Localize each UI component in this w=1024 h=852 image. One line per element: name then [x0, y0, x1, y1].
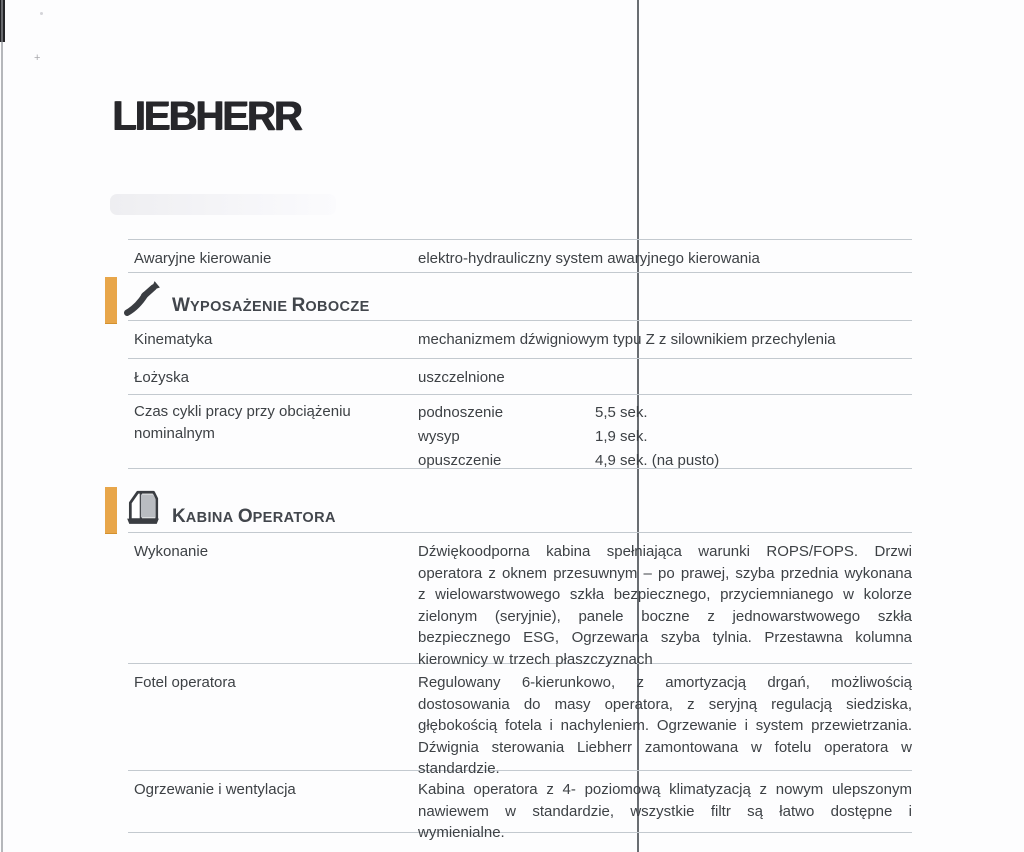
cycle-name: opuszczenie: [418, 452, 502, 469]
table-row-kinematyka: [128, 320, 912, 358]
table-row-lozyska: [128, 358, 912, 394]
table-row-ogrzewanie: [128, 770, 912, 841]
row-label: Awaryjne kierowanie: [134, 250, 272, 267]
scan-edge-line: [1, 0, 3, 852]
row-value-subtable: [418, 395, 912, 468]
row-value: Dźwiękoodporna kabina spełniająca warunki ROPS/FOPS. Drzwi operatora z oknem przesuwnym – po prawej, szyba przednia wykonana z wielowarstwowego szkła bezpiecznego, przyciemnianego w kolorze zielonym (seryjnie), panele boczne z jednowarstwowego szkła bezpiecznego ESG, Ogrzewana szyba tylnia. Przestawna kolumna kierownicy w trzech płaszczyznach: [418, 543, 912, 668]
cab-icon: [124, 488, 162, 526]
row-value: Regulowany 6-kierunkowo, z amortyzacją drgań, możliwością dostosowania do masy operatora, z seryjną regulacją siedziska, głębokością fotela i nachyleniem. Ogrzewanie i system przewietrzania. Dźwignia sterowania Liebherr zamontowana w fotelu operatora w standardzie.: [418, 674, 912, 777]
row-label: Łożyska: [134, 369, 190, 386]
section-title: KABINA OPERATORA: [172, 506, 336, 527]
table-row-fotel: [128, 663, 912, 777]
row-value: mechanizmem dźwigniowym typu Z z silownikiem przechylenia: [418, 331, 836, 348]
accent-bar: [105, 277, 117, 323]
cycle-name: wysyp: [418, 428, 460, 445]
scan-speck: [40, 12, 43, 15]
row-value: elektro-hydrauliczny system awaryjnego kierowania: [418, 250, 760, 267]
table-row-awaryjne: [128, 239, 912, 272]
liebherr-logo: LIEBHERR: [112, 93, 301, 139]
section-header-wyposazenie: [128, 272, 912, 320]
row-value: Kabina operatora z 4- poziomową klimatyzacją z nowym ulepszonym nawiewem w standardzie, wszystkie filtr są łatwo dostępne i wymienialne.: [418, 781, 912, 841]
subtable-row: [418, 401, 912, 425]
row-label: Wykonanie: [134, 543, 209, 560]
accent-bar: [105, 487, 117, 533]
table-row-wykonanie: [128, 532, 912, 668]
section-title: WYPOSAŻENIE ROBOCZE: [172, 295, 370, 316]
section-header-kabina: [128, 468, 912, 532]
row-label: Czas cykli pracy przy obciążeniu nominalnym: [134, 403, 351, 442]
faded-stamp-box: [110, 194, 336, 215]
loader-arm-icon: [124, 279, 162, 317]
row-label: Ogrzewanie i wentylacja: [134, 781, 296, 798]
table-row-czas-cykli: [128, 394, 912, 468]
cycle-time: 5,5 sek.: [595, 404, 648, 421]
cycle-name: podnoszenie: [418, 404, 504, 421]
subtable-row: [418, 425, 912, 449]
row-label: Kinematyka: [134, 331, 213, 348]
spec-table: [128, 239, 912, 841]
cycle-time: 1,9 sek.: [595, 428, 648, 445]
cycle-time: 4,9 sek. (na pusto): [595, 452, 720, 469]
registration-mark: +: [34, 52, 41, 64]
row-value: uszczelnione: [418, 369, 505, 386]
row-label: Fotel operatora: [134, 674, 236, 691]
